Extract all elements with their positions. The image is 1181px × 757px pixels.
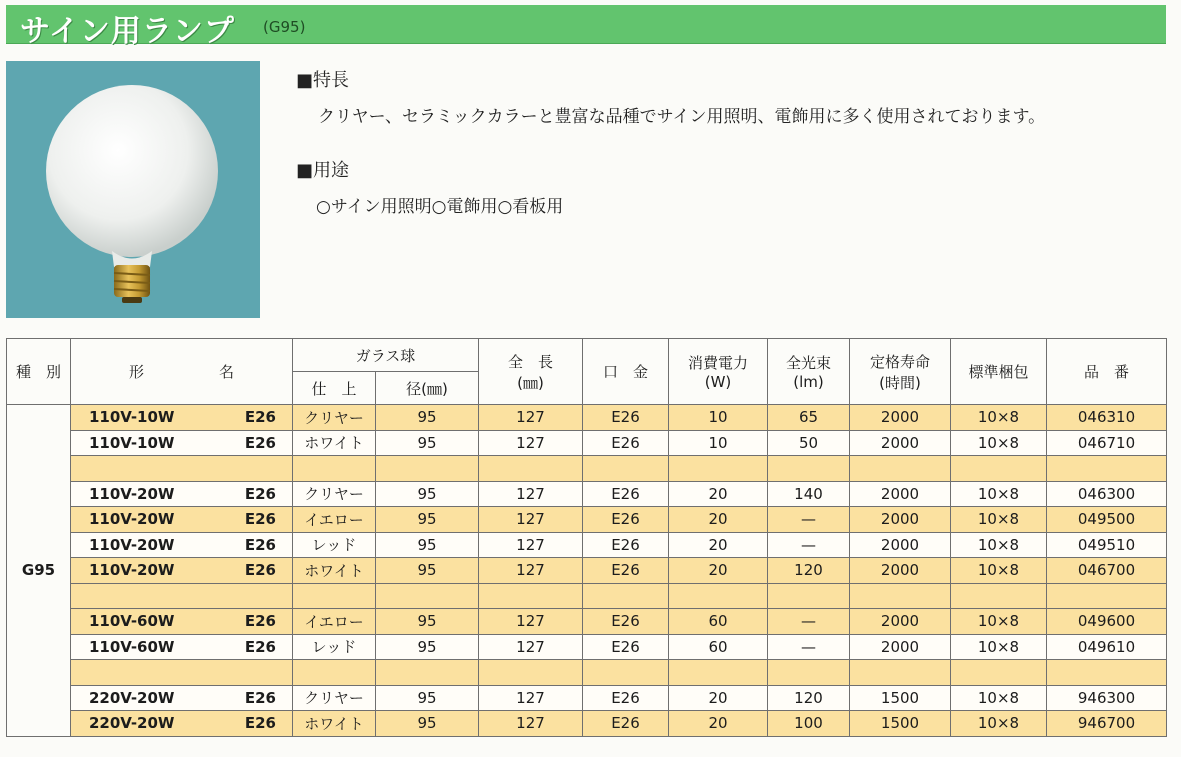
model-base-label: E26 — [244, 408, 276, 427]
table-row — [7, 609, 1167, 635]
diameter-cell: 95 — [376, 685, 479, 711]
model-base-label: E26 — [244, 484, 276, 503]
package-cell: 10×8 — [951, 634, 1047, 660]
table-row — [7, 405, 1167, 431]
life-cell: 2000 — [850, 532, 951, 558]
spacer-cell — [479, 456, 583, 482]
header-length-unit: (㎜) — [517, 373, 544, 392]
diameter-cell: 95 — [376, 430, 479, 456]
model-cell — [71, 609, 293, 635]
header-life — [850, 339, 951, 405]
model-cell — [71, 507, 293, 533]
power-cell: 60 — [669, 609, 768, 635]
model-name: 110V-10W — [89, 408, 175, 427]
finish-cell: クリヤー — [293, 481, 376, 507]
diameter-cell: 95 — [376, 634, 479, 660]
diameter-cell: 95 — [376, 405, 479, 431]
spacer-cell — [669, 456, 768, 482]
spacer-cell — [669, 660, 768, 686]
model-base-label: E26 — [244, 433, 276, 452]
spacer-cell — [376, 660, 479, 686]
finish-cell: イエロー — [293, 609, 376, 635]
life-cell: 1500 — [850, 711, 951, 737]
length-cell: 127 — [479, 558, 583, 584]
part-no-cell: 946300 — [1047, 685, 1167, 711]
part-no-cell: 049610 — [1047, 634, 1167, 660]
length-cell: 127 — [479, 430, 583, 456]
base-cell: E26 — [583, 685, 669, 711]
finish-cell: レッド — [293, 634, 376, 660]
finish-cell: イエロー — [293, 507, 376, 533]
header-package: 標準梱包 — [951, 339, 1047, 405]
spacer-cell — [850, 456, 951, 482]
spacer-row — [7, 583, 1167, 609]
base-cell: E26 — [583, 634, 669, 660]
bulb-photo — [6, 61, 260, 318]
life-cell: 2000 — [850, 609, 951, 635]
spacer-cell — [768, 583, 850, 609]
header-power-label: 消費電力 — [687, 354, 748, 372]
header-diameter: 径(㎜) — [376, 372, 479, 405]
table-row — [7, 507, 1167, 533]
model-cell — [71, 405, 293, 431]
header-life-unit: (時間) — [879, 373, 921, 392]
model-name: 110V-20W — [89, 510, 175, 529]
power-cell: 20 — [669, 558, 768, 584]
table-row — [7, 558, 1167, 584]
model-name: 220V-20W — [89, 714, 175, 733]
header-power-unit: (W) — [704, 373, 732, 391]
spacer-cell — [479, 660, 583, 686]
flux-cell: 120 — [768, 558, 850, 584]
header-flux-label: 全光束 — [785, 354, 831, 372]
spacer-cell — [1047, 660, 1167, 686]
base-cell: E26 — [583, 481, 669, 507]
life-cell: 2000 — [850, 430, 951, 456]
package-cell: 10×8 — [951, 405, 1047, 431]
spec-table-body — [7, 405, 1167, 737]
spacer-cell — [951, 660, 1047, 686]
base-cell: E26 — [583, 430, 669, 456]
model-name: 110V-20W — [89, 535, 175, 554]
power-cell: 10 — [669, 430, 768, 456]
page-title: サイン用ランプ — [20, 14, 235, 49]
flux-cell: — — [768, 507, 850, 533]
spacer-cell — [583, 456, 669, 482]
header-length — [479, 339, 583, 405]
model-name: 110V-60W — [89, 637, 175, 656]
header-flux-unit: (lm) — [793, 373, 824, 391]
globe-bulb-image — [6, 61, 260, 318]
flux-cell: — — [768, 532, 850, 558]
model-base-label: E26 — [244, 612, 276, 631]
part-no-cell: 946700 — [1047, 711, 1167, 737]
package-cell: 10×8 — [951, 609, 1047, 635]
model-base-label: E26 — [244, 637, 276, 656]
table-row — [7, 711, 1167, 737]
part-no-cell: 049600 — [1047, 609, 1167, 635]
part-no-cell: 049500 — [1047, 507, 1167, 533]
header-length-label: 全 長 — [507, 352, 553, 371]
part-no-cell: 046710 — [1047, 430, 1167, 456]
header-part-no: 品 番 — [1047, 339, 1167, 405]
package-cell: 10×8 — [951, 558, 1047, 584]
spacer-cell — [951, 456, 1047, 482]
spacer-cell — [583, 583, 669, 609]
base-cell: E26 — [583, 507, 669, 533]
part-no-cell: 046700 — [1047, 558, 1167, 584]
model-cell — [71, 634, 293, 660]
table-row — [7, 430, 1167, 456]
header-flux — [768, 339, 850, 405]
part-no-cell: 046300 — [1047, 481, 1167, 507]
flux-cell: 120 — [768, 685, 850, 711]
table-row — [7, 685, 1167, 711]
power-cell: 60 — [669, 634, 768, 660]
finish-cell: ホワイト — [293, 430, 376, 456]
table-row — [7, 634, 1167, 660]
model-name: 220V-20W — [89, 688, 175, 707]
model-base-label: E26 — [244, 535, 276, 554]
header-finish: 仕 上 — [293, 372, 376, 405]
finish-cell: クリヤー — [293, 405, 376, 431]
power-cell: 20 — [669, 507, 768, 533]
uses-section — [296, 156, 563, 217]
length-cell: 127 — [479, 711, 583, 737]
spacer-row — [7, 660, 1167, 686]
spacer-cell — [71, 583, 293, 609]
features-heading: ■特長 — [296, 70, 350, 91]
spacer-cell — [951, 583, 1047, 609]
page-subtitle: (G95) — [263, 18, 306, 36]
part-no-cell: 046310 — [1047, 405, 1167, 431]
package-cell: 10×8 — [951, 507, 1047, 533]
features-section — [296, 66, 1045, 127]
model-cell — [71, 430, 293, 456]
length-cell: 127 — [479, 685, 583, 711]
spacer-cell — [583, 660, 669, 686]
table-row — [7, 481, 1167, 507]
header-kind: 種 別 — [7, 339, 71, 405]
title-bar — [6, 5, 1166, 49]
finish-cell: クリヤー — [293, 685, 376, 711]
part-no-cell: 049510 — [1047, 532, 1167, 558]
spacer-cell — [376, 583, 479, 609]
power-cell: 20 — [669, 711, 768, 737]
spacer-cell — [293, 456, 376, 482]
model-base-label: E26 — [244, 688, 276, 707]
life-cell: 2000 — [850, 634, 951, 660]
model-name: 110V-20W — [89, 484, 175, 503]
package-cell: 10×8 — [951, 685, 1047, 711]
model-cell — [71, 685, 293, 711]
header-power — [669, 339, 768, 405]
diameter-cell: 95 — [376, 609, 479, 635]
base-cell: E26 — [583, 532, 669, 558]
flux-cell: 65 — [768, 405, 850, 431]
package-cell: 10×8 — [951, 532, 1047, 558]
spacer-cell — [479, 583, 583, 609]
power-cell: 20 — [669, 685, 768, 711]
length-cell: 127 — [479, 532, 583, 558]
spacer-cell — [293, 583, 376, 609]
spacer-cell — [768, 660, 850, 686]
package-cell: 10×8 — [951, 711, 1047, 737]
power-cell: 20 — [669, 481, 768, 507]
spacer-cell — [293, 660, 376, 686]
model-cell — [71, 558, 293, 584]
header-glass: ガラス球 — [293, 339, 479, 372]
length-cell: 127 — [479, 481, 583, 507]
base-cell: E26 — [583, 558, 669, 584]
model-cell — [71, 711, 293, 737]
power-cell: 10 — [669, 405, 768, 431]
diameter-cell: 95 — [376, 532, 479, 558]
flux-cell: 100 — [768, 711, 850, 737]
kind-cell: G95 — [7, 405, 71, 737]
spacer-cell — [850, 660, 951, 686]
diameter-cell: 95 — [376, 558, 479, 584]
package-cell: 10×8 — [951, 430, 1047, 456]
base-cell: E26 — [583, 609, 669, 635]
model-cell — [71, 532, 293, 558]
header-model: 形 名 — [71, 339, 293, 405]
finish-cell: ホワイト — [293, 558, 376, 584]
model-base-label: E26 — [244, 561, 276, 580]
table-row — [7, 532, 1167, 558]
spacer-row — [7, 456, 1167, 482]
length-cell: 127 — [479, 609, 583, 635]
spacer-cell — [1047, 456, 1167, 482]
model-name: 110V-20W — [89, 561, 175, 580]
length-cell: 127 — [479, 405, 583, 431]
life-cell: 2000 — [850, 507, 951, 533]
spacer-cell — [768, 456, 850, 482]
length-cell: 127 — [479, 634, 583, 660]
flux-cell: 140 — [768, 481, 850, 507]
spacer-cell — [1047, 583, 1167, 609]
flux-cell: — — [768, 634, 850, 660]
spacer-cell — [376, 456, 479, 482]
life-cell: 2000 — [850, 405, 951, 431]
finish-cell: レッド — [293, 532, 376, 558]
finish-cell: ホワイト — [293, 711, 376, 737]
model-base-label: E26 — [244, 714, 276, 733]
uses-text: ○サイン用照明○電飾用○看板用 — [316, 197, 564, 217]
flux-cell: — — [768, 609, 850, 635]
model-base-label: E26 — [244, 510, 276, 529]
features-text: クリヤー、セラミックカラーと豊富な品種でサイン用照明、電飾用に多く使用されております。 — [318, 107, 1046, 127]
spacer-cell — [71, 660, 293, 686]
header-life-label: 定格寿命 — [869, 352, 930, 371]
spacer-cell — [669, 583, 768, 609]
base-cell: E26 — [583, 405, 669, 431]
diameter-cell: 95 — [376, 507, 479, 533]
spacer-cell — [71, 456, 293, 482]
length-cell: 127 — [479, 507, 583, 533]
base-cell: E26 — [583, 711, 669, 737]
model-name: 110V-10W — [89, 433, 175, 452]
spacer-cell — [850, 583, 951, 609]
diameter-cell: 95 — [376, 711, 479, 737]
model-cell — [71, 481, 293, 507]
flux-cell: 50 — [768, 430, 850, 456]
diameter-cell: 95 — [376, 481, 479, 507]
life-cell: 1500 — [850, 685, 951, 711]
power-cell: 20 — [669, 532, 768, 558]
uses-heading: ■用途 — [296, 160, 350, 181]
package-cell: 10×8 — [951, 481, 1047, 507]
model-name: 110V-60W — [89, 612, 175, 631]
spec-table — [6, 338, 1167, 737]
life-cell: 2000 — [850, 558, 951, 584]
life-cell: 2000 — [850, 481, 951, 507]
header-base: 口 金 — [583, 339, 669, 405]
